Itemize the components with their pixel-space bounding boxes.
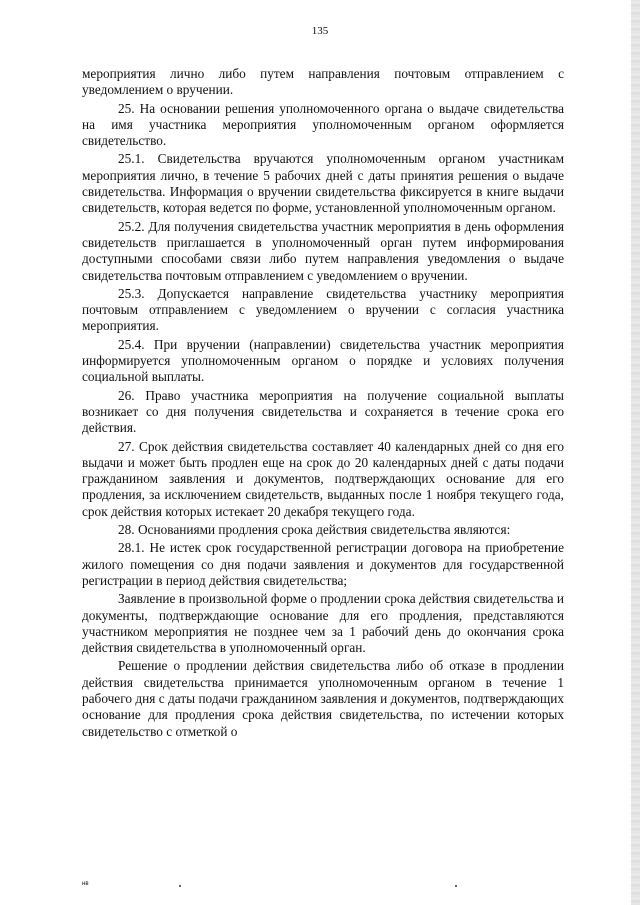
document-body	[82, 66, 564, 742]
page-number: 135	[311, 25, 329, 37]
paragraph-28-1: 28.1. Не истек срок государственной регистрации договора на приобретение жилого помещения со дня подачи заявления и документов для государственной регистрации в период действия свидетельства;	[82, 540, 564, 588]
paragraph-27: 27. Срок действия свидетельства составляет 40 календарных дней со дня его выдачи и может быть продлен еще на срок до 20 календарных дней с даты подачи гражданином заявления и документов, подтверждающих основание для его продления, за исключением свидетельств, выданных после 1 ноября текущего года, срок действия которых истекает 20 декабря текущего года.	[82, 438, 564, 519]
paragraph-application: Заявление в произвольной форме о продлении срока действия свидетельства и документы, подтверждающие основание для его продления, представляются участником мероприятия не позднее чем за 1 рабочий день до окончания срока действия свидетельства в уполномоченный орган.	[82, 591, 564, 656]
paragraph-26: 26. Право участника мероприятия на получение социальной выплаты возникает со дня получения свидетельства и сохраняется в течение срока его действия.	[82, 387, 564, 436]
footer-initials: нв	[82, 881, 89, 887]
paragraph-28: 28. Основаниями продления срока действия свидетельства являются:	[118, 522, 511, 538]
paragraph-25-2: 25.2. Для получения свидетельства участник мероприятия в день оформления свидетельств приглашается в уполномоченный орган путем информирования доступными способами связи либо путем направления уведомления о выдаче свидетельства почтовым отправлением с уведомлением о вручении.	[82, 218, 564, 283]
paragraph-25-1: 25.1. Свидетельства вручаются уполномоченным органом участникам мероприятия лично, в течение 5 рабочих дней с даты принятия решения о выдаче свидетельства. Информация о вручении свидетельства фиксируется в книге выдачи свидетельств, которая ведется по форме, установленной уполномоченным органом.	[82, 151, 564, 216]
paragraph-25-4: 25.4. При вручении (направлении) свидетельства участник мероприятия информируется уполномоченным органом о порядке и условиях получения социальной выплаты.	[82, 336, 564, 385]
paragraph-25: 25. На основании решения уполномоченного органа о выдаче свидетельства на имя участника мероприятия уполномоченным органом оформляется свидетельство.	[82, 100, 564, 149]
scanned-page-edge	[631, 0, 640, 905]
paragraph-decision: Решение о продлении действия свидетельства либо об отказе в продлении действия свидетельства принимается уполномоченным органом в течение 1 рабочего дня с даты подачи гражданином заявления и документов, подтверждающих основание для продления срока действия свидетельства, по истечении которых свидетельство с отметкой о	[82, 658, 564, 739]
paragraph-continuation: мероприятия лично либо путем направления почтовым отправлением с уведомлением о вручении.	[82, 66, 564, 98]
scan-speck	[455, 885, 457, 887]
scan-speck	[179, 885, 181, 887]
paragraph-25-3: 25.3. Допускается направление свидетельства участнику мероприятия почтовым отправлением с уведомлением о вручении с согласия участника мероприятия.	[82, 285, 564, 334]
